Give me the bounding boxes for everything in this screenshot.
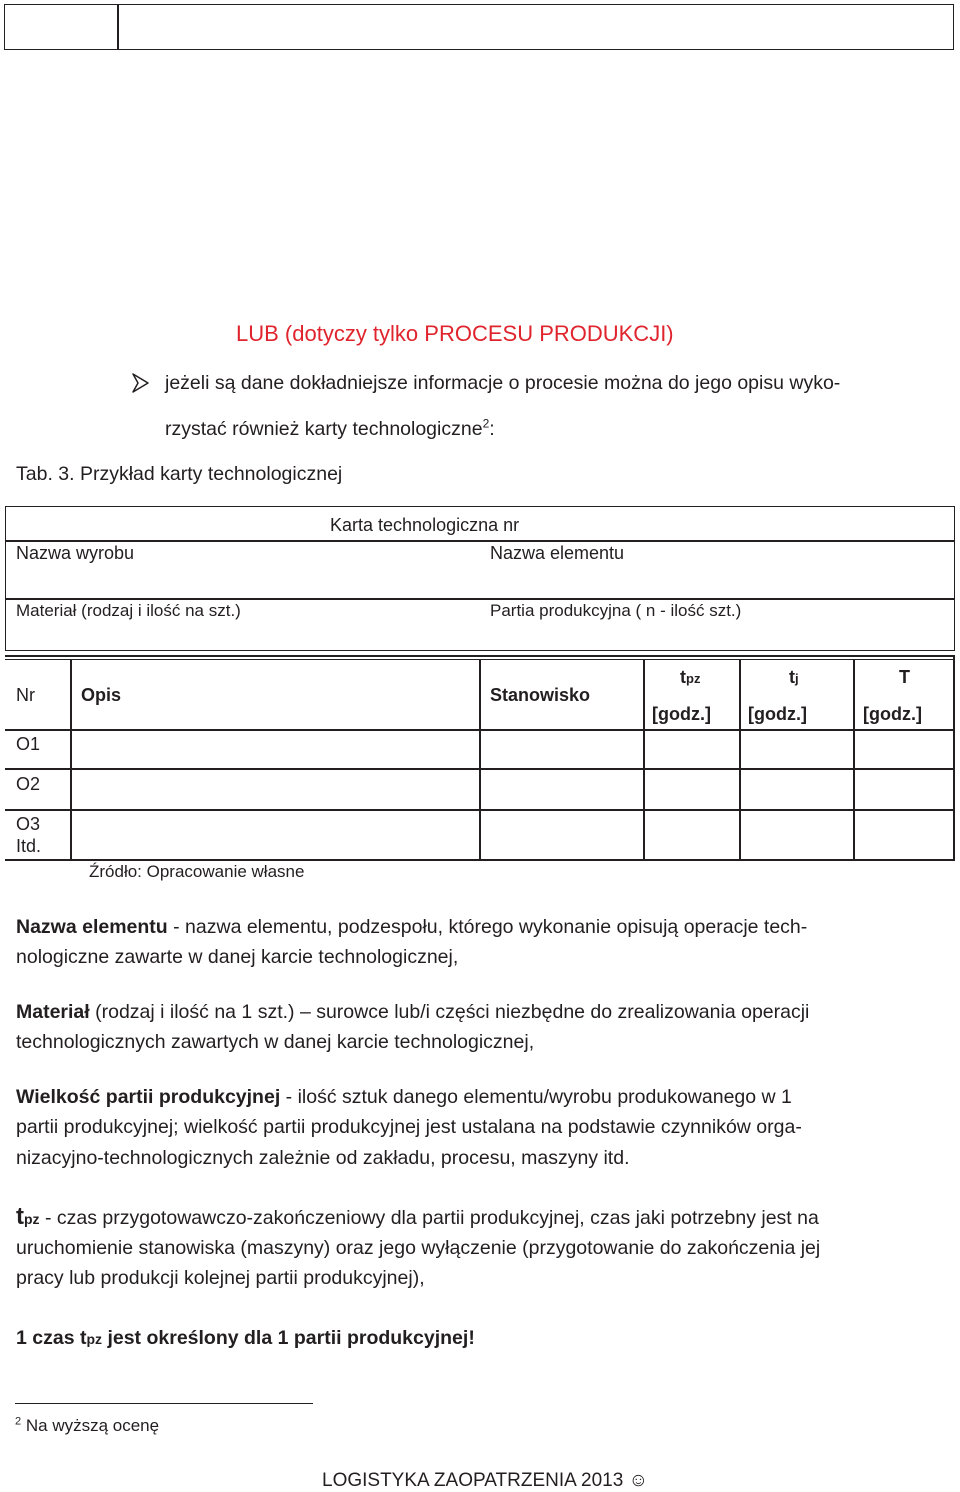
- footnote: [15, 1416, 159, 1436]
- def-batch-text: - ilość sztuk danego elementu/wyrobu produkowanego w 1: [280, 1086, 792, 1108]
- def-tpz-sub: pz: [24, 1211, 40, 1227]
- header-unit-T: [godz.]: [863, 704, 922, 724]
- bullet-line-2: [165, 414, 495, 444]
- header-tj-sub: j: [795, 671, 799, 686]
- card-row-divider: [5, 598, 955, 600]
- def-tpz-line-3: pracy lub produkcji kolejnej partii produkcyjnej),: [16, 1267, 425, 1289]
- card-batch: Partia produkcyjna ( n - ilość szt.): [490, 601, 742, 620]
- def-material-line-1: [16, 997, 809, 1027]
- footnote-ref: 2: [482, 416, 490, 431]
- card-row-divider: [5, 540, 955, 542]
- source-note: Źródło: Opracowanie własne: [89, 862, 305, 881]
- ops-top-border: [5, 655, 955, 657]
- header-tj: [789, 667, 799, 688]
- bullet-line-2-text: rzystać również karty technologiczne: [165, 418, 483, 440]
- def-element-line-2: nologiczne zawarte w danej karcie technologicznej,: [16, 946, 459, 968]
- ops-col-divider: [479, 659, 481, 860]
- header-tpz-sub: pz: [686, 671, 701, 686]
- header-unit-tpz: [godz.]: [652, 704, 711, 724]
- ops-col-divider: [70, 659, 72, 860]
- header-tj-t: t: [789, 667, 795, 687]
- header-unit-tj: [godz.]: [748, 704, 807, 724]
- def-material-text: (rodzaj i ilość na 1 szt.) – surowce lub/i części niezbędne do zrealizowania operacji: [89, 1001, 810, 1023]
- def-batch-line-2: partii produkcyjnej; wielkość partii produkcyjnej jest ustalana na podstawie czynników orga-: [16, 1116, 802, 1138]
- card-product-name: Nazwa wyrobu: [16, 543, 135, 563]
- def-element-text: - nazwa elementu, podzespołu, którego wykonanie opisują operacje tech-: [167, 916, 808, 938]
- row-label: Itd.: [16, 836, 42, 856]
- ops-col-divider: [643, 659, 645, 860]
- def-batch-line-1: [16, 1082, 792, 1112]
- header-tpz-t: t: [680, 667, 686, 687]
- def-material-line-2: technologicznych zawartych w danej karcie technologicznej,: [16, 1031, 535, 1053]
- card-title: Karta technologiczna nr: [330, 515, 520, 535]
- row-label: O1: [16, 734, 41, 754]
- footnote-text: Na wyższą ocenę: [25, 1416, 160, 1435]
- page-footer: LOGISTYKA ZAOPATRZENIA 2013 ☺: [322, 1470, 648, 1491]
- tpz-note-sub: pz: [86, 1331, 103, 1347]
- header-nr: Nr: [16, 685, 35, 705]
- def-batch-term: Wielkość partii produkcyjnej: [16, 1086, 281, 1108]
- ops-col-divider: [739, 659, 741, 860]
- def-tpz-line-2: uruchomienie stanowiska (maszyny) oraz jego wyłączenie (przygotowanie do zakończenia jej: [16, 1237, 821, 1259]
- bullet-line-2-end: :: [489, 418, 495, 440]
- header-stanowisko: Stanowisko: [490, 685, 591, 705]
- header-box: [4, 4, 954, 50]
- def-tpz-t: t: [16, 1203, 24, 1230]
- ops-col-divider: [853, 659, 855, 860]
- header-opis: Opis: [81, 685, 122, 705]
- table-caption: Tab. 3. Przykład karty technologicznej: [16, 463, 343, 485]
- tpz-note: [16, 1323, 475, 1354]
- footnote-rule: [15, 1403, 313, 1404]
- red-heading: LUB (dotyczy tylko PROCESU PRODUKCJI): [236, 321, 674, 346]
- def-tpz-line-1: [16, 1202, 819, 1234]
- tpz-note-post: jest określony dla 1 partii produkcyjnej!: [102, 1327, 475, 1349]
- def-batch-line-3: nizacyjno-technologicznych zależnie od zakładu, procesu, maszyny itd.: [16, 1147, 630, 1169]
- row-label: O3: [16, 814, 41, 834]
- bullet-line-1: jeżeli są dane dokładniejsze informacje o procesie można do jego opisu wyko-: [165, 372, 841, 394]
- def-tpz-text: - czas przygotowawczo-zakończeniowy dla partii produkcyjnej, czas jaki potrzebny jest na: [39, 1207, 819, 1229]
- def-element-term: Nazwa elementu: [16, 916, 168, 938]
- ops-right-border: [953, 655, 955, 860]
- def-material-term: Materiał: [16, 1001, 90, 1023]
- card-material: Materiał (rodzaj i ilość na szt.): [16, 601, 241, 620]
- def-element-line-1: [16, 912, 807, 942]
- header-tpz: [680, 667, 700, 688]
- tpz-note-pre: 1 czas t: [16, 1327, 87, 1349]
- card-element-name: Nazwa elementu: [490, 543, 625, 563]
- row-label: O2: [16, 774, 41, 794]
- footnote-number: 2: [15, 1415, 22, 1428]
- header-T: T: [899, 667, 910, 687]
- header-box-divider: [117, 5, 119, 49]
- arrow-bullet-icon: [130, 372, 152, 394]
